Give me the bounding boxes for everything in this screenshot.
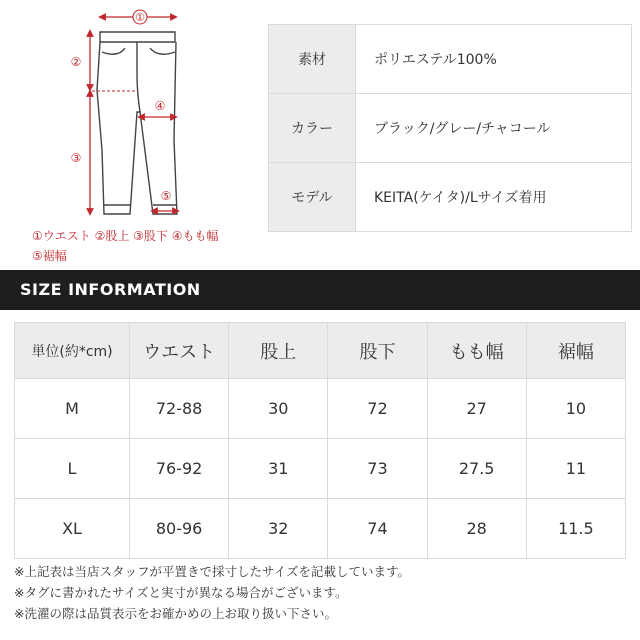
- table-cell: 11: [526, 439, 625, 499]
- size-table: [14, 322, 626, 559]
- spec-key: 素材: [269, 25, 356, 94]
- spec-row-material: [269, 25, 632, 94]
- table-cell: 73: [328, 439, 427, 499]
- table-cell: 31: [229, 439, 328, 499]
- table-cell: 76-92: [130, 439, 229, 499]
- table-row: [15, 439, 626, 499]
- size-label: L: [15, 439, 130, 499]
- size-label: XL: [15, 499, 130, 559]
- table-row: [15, 499, 626, 559]
- spec-value: ポリエステル100%: [356, 25, 632, 94]
- table-cell: 74: [328, 499, 427, 559]
- spec-table: [268, 24, 632, 232]
- note-line: ※洗濯の際は品質表示をお確かめの上お取り扱い下さい。: [14, 606, 337, 621]
- table-cell: 27.5: [427, 439, 526, 499]
- header-inseam: 股下: [328, 323, 427, 379]
- spec-key: モデル: [269, 163, 356, 232]
- spec-row-color: [269, 94, 632, 163]
- marker-1: ①: [135, 11, 145, 24]
- legend-line-1: ①ウエスト ②股上 ③股下 ④もも幅: [32, 229, 219, 243]
- pants-outline: [97, 32, 177, 214]
- size-table-header: [15, 323, 626, 379]
- legend-line-2: ⑤裾幅: [32, 249, 67, 263]
- size-information-banner: SIZE INFORMATION: [0, 270, 640, 310]
- note-line: ※上記表は当店スタッフが平置きで採寸したサイズを記載しています。: [14, 564, 410, 579]
- table-cell: 80-96: [130, 499, 229, 559]
- spec-row-model: [269, 163, 632, 232]
- measurement-legend: [32, 226, 218, 266]
- header-hem: 裾幅: [526, 323, 625, 379]
- size-label: M: [15, 379, 130, 439]
- marker-5: ⑤: [160, 189, 172, 203]
- notes: [14, 561, 410, 624]
- spec-key: カラー: [269, 94, 356, 163]
- table-row: [15, 379, 626, 439]
- table-cell: 30: [229, 379, 328, 439]
- header-thigh: もも幅: [427, 323, 526, 379]
- table-cell: 32: [229, 499, 328, 559]
- table-cell: 10: [526, 379, 625, 439]
- marker-3: ③: [70, 151, 82, 165]
- header-waist: ウエスト: [130, 323, 229, 379]
- header-unit: 単位(約*cm): [15, 323, 130, 379]
- table-cell: 27: [427, 379, 526, 439]
- table-cell: 11.5: [526, 499, 625, 559]
- note-line: ※タグに書かれたサイズと実寸が異なる場合がございます。: [14, 585, 348, 600]
- header-rise: 股上: [229, 323, 328, 379]
- table-cell: 72-88: [130, 379, 229, 439]
- table-cell: 28: [427, 499, 526, 559]
- spec-value: ブラック/グレー/チャコール: [356, 94, 632, 163]
- marker-4: ④: [154, 99, 166, 113]
- spec-value: KEITA(ケイタ)/Lサイズ着用: [356, 163, 632, 232]
- marker-2: ②: [70, 55, 82, 69]
- table-cell: 72: [328, 379, 427, 439]
